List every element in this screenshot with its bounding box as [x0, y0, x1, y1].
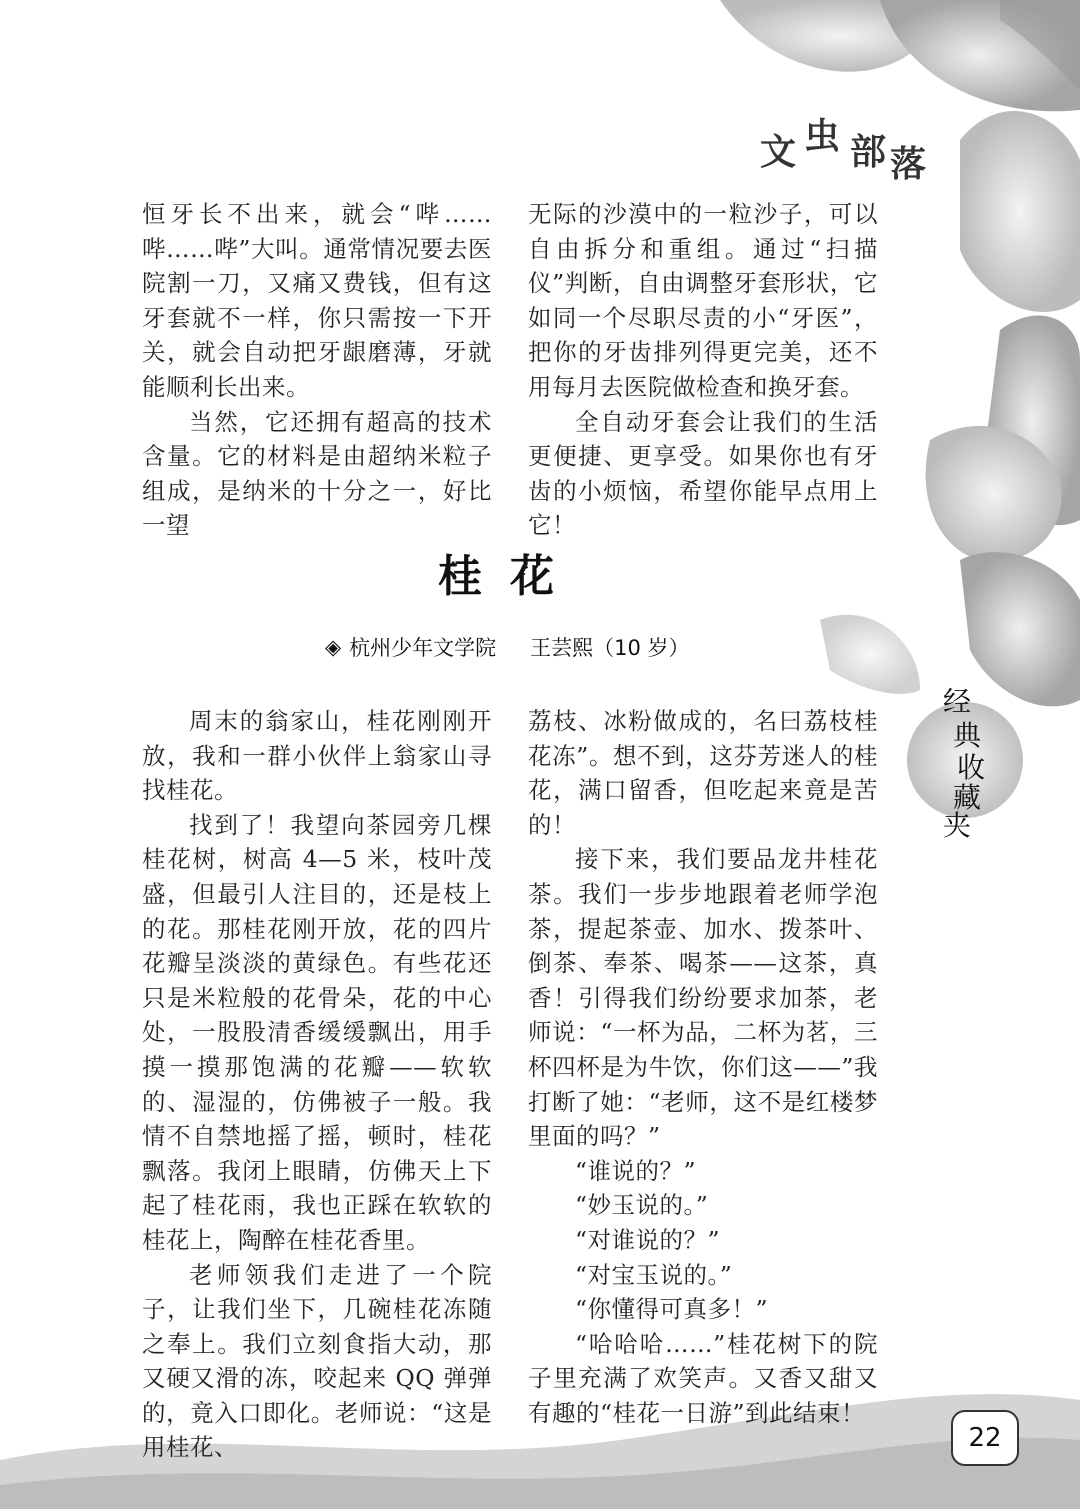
side-badge [905, 680, 1025, 840]
paragraph: 老师领我们走进了一个院子，让我们坐下，几碗桂花冻随之奉上。我们立刻食指大动，那又硬又滑的冻，咬起来 QQ 弹弹的，竟入口即化。老师说：“这是用桂花、 [142, 1260, 492, 1462]
article1-right-column [528, 197, 878, 543]
dialogue-line: “妙玉说的。” [575, 1191, 709, 1220]
badge-char: 夹 [943, 809, 972, 842]
dialogue-line: “对谁说的？” [575, 1225, 721, 1254]
section-title-char: 落 [890, 144, 927, 185]
paragraph: 全自动牙套会让我们的生活更便捷、更享受。如果你也有牙齿的小烦恼，希望你能早点用上它！ [528, 407, 878, 540]
paragraph: 荔枝、冰粉做成的，名曰荔枝桂花冻”。想不到，这芬芳迷人的桂花，满口留香，但吃起来竟是苦的！ [528, 707, 878, 839]
paragraph: 找到了！我望向茶园旁几棵桂花树，树高 4—5 米，枝叶茂盛，但最引人注目的，还是枝上的花。那桂花刚开放，花的四片花瓣呈淡淡的黄绿色。有些花还只是米粒般的花骨朵，花的中心处，一股股清香缓缓飘出，用手摸一摸那饱满的花瓣——软软的、湿湿的，仿佛被子一般。我情不自禁地摇了摇，顿时，桂花飘落。我闭上眼睛，仿佛天上下起了桂花雨，我也正踩在软软的桂花上，陶醉在桂花香里。 [142, 810, 492, 1254]
byline-marker-icon: ◈ [325, 635, 342, 659]
dialogue-line: “你懂得可真多！” [575, 1295, 769, 1324]
article-title: 桂花 [438, 551, 582, 602]
dialogue-line: “谁说的？” [575, 1156, 697, 1185]
paragraph: “哈哈哈……”桂花树下的院子里充满了欢笑声。又香又甜又有趣的“桂花一日游”到此结束！ [528, 1329, 878, 1427]
article2-left-column [142, 704, 492, 1465]
page-number: 22 [951, 1410, 1019, 1466]
byline-school: 杭州少年文学院 [349, 636, 497, 660]
byline-author: 王芸熙（10 岁） [530, 636, 690, 660]
article1-left-column [142, 197, 492, 543]
section-title-char: 文 [760, 132, 797, 173]
badge-char: 藏 [953, 781, 982, 814]
byline [325, 632, 690, 662]
paragraph: 恒牙长不出来，就会“哔……哔……哔”大叫。通常情况要去医院割一刀，又痛又费钱，但有这牙套就不一样，你只需按一下开关，就会自动把牙龈磨薄，牙就能顺利长出来。 [142, 200, 492, 401]
section-title-char: 虫 [804, 116, 841, 157]
paragraph: 当然，它还拥有超高的技术含量。它的材料是由超纳米粒子组成，是纳米的十分之一，好比一望 [142, 407, 492, 540]
paragraph: 接下来，我们要品龙井桂花茶。我们一步步地跟着老师学泡茶，提起茶壶、加水、拨茶叶、倒茶、奉茶、喝茶——这茶，真香！引得我们纷纷要求加茶，老师说：“一杯为品，二杯为茗，三杯四杯是为牛饮，你们这——”我打断了她：“老师，这不是红楼梦里面的吗？” [528, 845, 878, 1151]
badge-char: 典 [953, 719, 982, 752]
badge-char: 收 [957, 751, 986, 784]
section-title-char: 部 [850, 132, 887, 173]
paragraph: 无际的沙漠中的一粒沙子，可以自由拆分和重组。通过“扫描仪”判断，自由调整牙套形状，它如同一个尽职尽责的小“牙医”，把你的牙齿排列得更完美，还不用每月去医院做检查和换牙套。 [528, 200, 878, 401]
article2-right-column [528, 704, 878, 1430]
leaf-shape [960, 111, 1080, 312]
paragraph: 周末的翁家山，桂花刚刚开放，我和一群小伙伴上翁家山寻找桂花。 [142, 707, 492, 805]
dialogue-line: “对宝玉说的。” [575, 1260, 733, 1289]
section-title [760, 108, 960, 185]
badge-char: 经 [943, 685, 972, 718]
